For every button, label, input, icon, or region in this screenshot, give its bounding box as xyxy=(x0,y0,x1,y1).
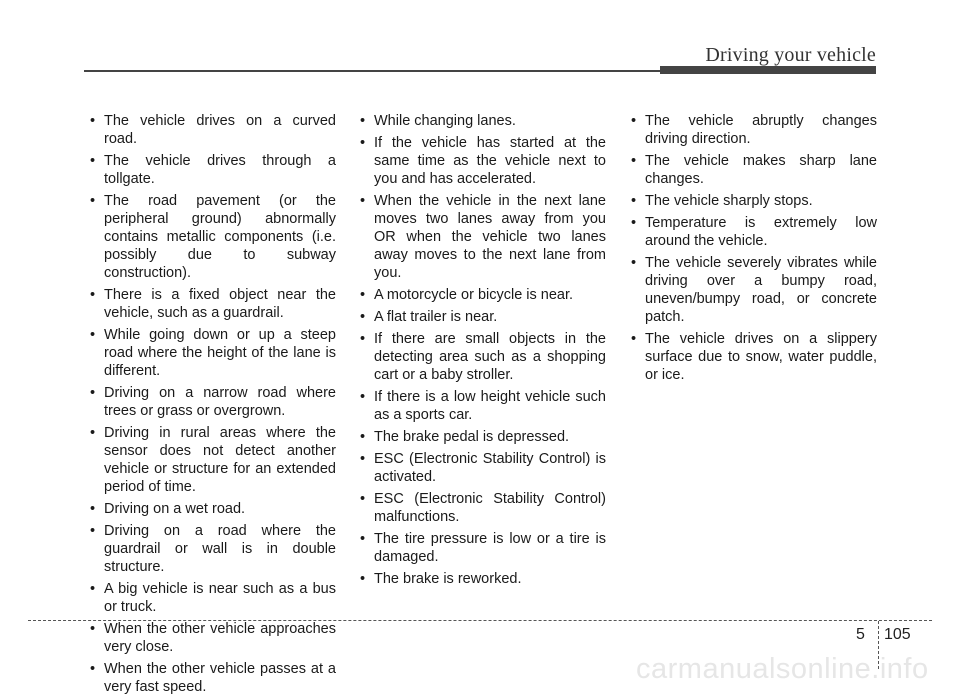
list-item: • Driving on a wet road. xyxy=(86,500,336,518)
list-item: • ESC (Electronic Stability Control) is activated. xyxy=(356,450,606,486)
list-item: • Driving on a road where the guardrail or wall is in double structure. xyxy=(86,522,336,576)
list-item: • The brake pedal is depressed. xyxy=(356,428,606,446)
column-1 xyxy=(86,112,336,700)
list-item: • When the other vehicle approaches very close. xyxy=(86,620,336,656)
list-item: • A flat trailer is near. xyxy=(356,308,606,326)
list-item: • The vehicle sharply stops. xyxy=(627,192,877,210)
list-item: • When the vehicle in the next lane moves two lanes away from you OR when the vehicle two lanes away moves to the next lane from you. xyxy=(356,192,606,282)
list-item: • While changing lanes. xyxy=(356,112,606,130)
list-item: • When the other vehicle passes at a very fast speed. xyxy=(86,660,336,696)
list-item: • The vehicle drives through a tollgate. xyxy=(86,152,336,188)
bullet-list xyxy=(627,112,877,384)
list-item: • The vehicle drives on a curved road. xyxy=(86,112,336,148)
page-number: 105 xyxy=(884,626,911,643)
list-item: • The brake is reworked. xyxy=(356,570,606,588)
list-item: • While going down or up a steep road where the height of the lane is different. xyxy=(86,326,336,380)
list-item: • If there is a low height vehicle such as a sports car. xyxy=(356,388,606,424)
list-item: • Driving on a narrow road where trees or grass or overgrown. xyxy=(86,384,336,420)
list-item: • If the vehicle has started at the same time as the vehicle next to you and has accelerated. xyxy=(356,134,606,188)
bullet-list xyxy=(356,112,606,588)
column-2 xyxy=(356,112,606,592)
list-item: • ESC (Electronic Stability Control) malfunctions. xyxy=(356,490,606,526)
list-item: • The vehicle drives on a slippery surface due to snow, water puddle, or ice. xyxy=(627,330,877,384)
list-item: • There is a fixed object near the vehicle, such as a guardrail. xyxy=(86,286,336,322)
section-title: Driving your vehicle xyxy=(705,44,876,66)
list-item: • The vehicle makes sharp lane changes. xyxy=(627,152,877,188)
list-item: • The tire pressure is low or a tire is damaged. xyxy=(356,530,606,566)
column-3 xyxy=(627,112,877,388)
header-rule xyxy=(84,70,664,72)
bullet-list xyxy=(86,112,336,696)
chapter-number: 5 xyxy=(856,626,865,643)
watermark: carmanualsonline.info xyxy=(636,653,929,685)
list-item: • Driving in rural areas where the sensor does not detect another vehicle or structure for an extended period of time. xyxy=(86,424,336,496)
list-item: • A big vehicle is near such as a bus or truck. xyxy=(86,580,336,616)
footer-rule xyxy=(28,620,932,621)
list-item: • If there are small objects in the detecting area such as a shopping cart or a baby stroller. xyxy=(356,330,606,384)
list-item: • The vehicle abruptly changes driving direction. xyxy=(627,112,877,148)
list-item: • The road pavement (or the peripheral ground) abnormally contains metallic components (i.e. possibly due to subway construction). xyxy=(86,192,336,282)
list-item: • The vehicle severely vibrates while driving over a bumpy road, uneven/bumpy road, or concrete patch. xyxy=(627,254,877,326)
header-rule-accent xyxy=(660,66,876,74)
list-item: • A motorcycle or bicycle is near. xyxy=(356,286,606,304)
list-item: • Temperature is extremely low around the vehicle. xyxy=(627,214,877,250)
